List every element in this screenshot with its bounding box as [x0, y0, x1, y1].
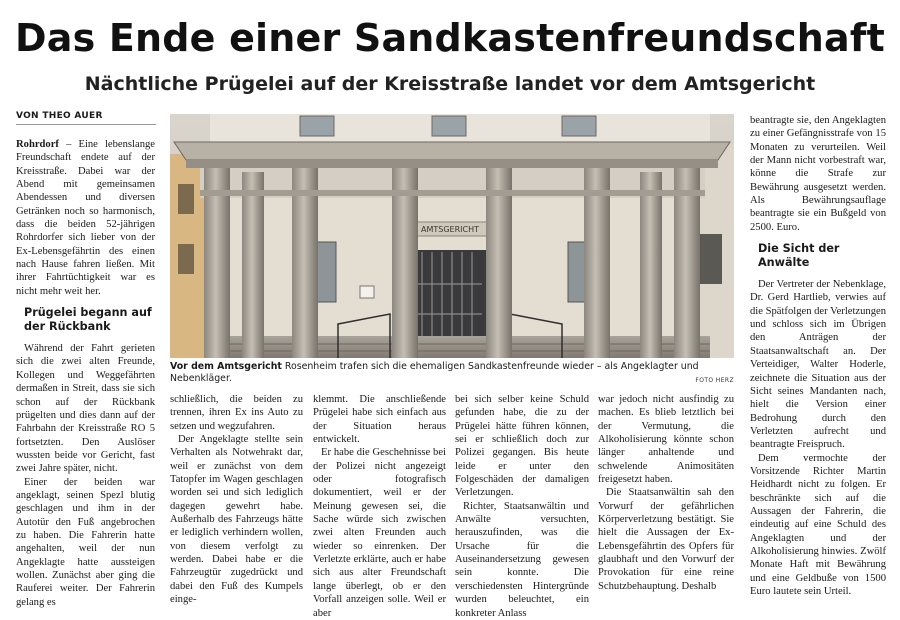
- dateline-location: Rohrdorf: [16, 139, 59, 150]
- courthouse-image: [170, 114, 734, 358]
- paragraph: klemmt. Die anschließende Prügelei habe sich einfach aus der Situation heraus entwickelt.: [313, 394, 446, 446]
- subheadline: Nächtliche Prügelei auf der Kreisstraße landet vor dem Amtsgericht: [84, 73, 816, 95]
- byline: VON THEO AUER: [16, 111, 156, 125]
- subheading-rueckbank: Prügelei begann auf der Rückbank: [24, 306, 152, 334]
- paragraph: [16, 138, 155, 298]
- paragraph: Dem vermochte der Vorsitzende Richter Martin Heidhardt nicht zu folgen. Er beschränkte sich auf die Aussagen der Fahrerin, die eindeutig auf eine Schuld des Angeklagten und der Alkoholisierung hinwies. Zwölf Monate Haft mit Bewährung und eine Geldbuße von 1500 Euro lautete sein Urteil.: [750, 452, 886, 597]
- article-column-3: [313, 393, 446, 619]
- article-column-2: [170, 393, 303, 608]
- paragraph: Richter, Staatsanwältin und Anwälte versuchten, herauszufinden, was die Ursache für die Auseinandersetzung gewesen sein konnte. Die verschiedensten Hintergründe wurden beleuchtet, ein konkreter Anlass: [455, 500, 589, 619]
- article-column-1: [16, 138, 155, 608]
- photo-amtsgericht: [170, 114, 734, 358]
- paragraph: bei sich selber keine Schuld gefunden habe, die zu der Prügelei hätte führen können, sei er schließlich doch zur Polizei gegangen. Bis heute leide er unter den Folgeschäden der damaligen Verletzungen.: [455, 394, 589, 499]
- paragraph: schließlich, die beiden zu trennen, ihren Ex ins Auto zu setzen und wegzufahren.: [170, 394, 303, 432]
- paragraph: Während der Fahrt gerieten sich die zwei alten Freunde, Kollegen und Weggefährten dermaßen in Streit, dass sie sich schon auf der Rückbank prügelten und dies dann auf der Fahrbahn der Kreisstraße RO 5 fortsetzten. Den Auslöser wussten beide vor Gericht, fast zwei Jahre später, nicht.: [16, 343, 155, 475]
- caption-lead: Vor dem Amtsgericht: [170, 361, 282, 372]
- paragraph: Der Angeklagte stellte sein Verhalten als Notwehrakt dar, weil er zunächst von dem Tatopfer im Wagen geschlagen worden sei und sich lediglich dagegen gewehrt habe. Außerhalb des Fahrzeugs hätte er lediglich verhindern wollen, von diesem verfolgt zu werden. Dabei habe er die Fahrzeugtür zugedrückt und dabei den Fuß des Kumpels einge-: [170, 434, 303, 606]
- photo-caption: [170, 361, 734, 385]
- article-column-6: [750, 114, 886, 609]
- photo-credit: FOTO HERZ: [695, 377, 734, 384]
- paragraph-text: – Eine lebenslange Freundschaft endete auf der Kreisstraße. Dabei war der Abend mit gemeinsamen Abendessen und diversen Getränken noch so harmonisch, dass die beiden 52-jährigen Rohrdorfer sich lieber von der Ex-Lebensgefährtin des einen nach Hause fahren ließen. Mit ihrer Fahrtüchtigkeit war es nicht mehr weit her.: [16, 139, 155, 297]
- paragraph: Einer der beiden war angeklagt, seinen Spezl blutig geschlagen und ihm in der Autotür den Fuß angebrochen zu haben. Die Fahrerin hatte angehalten, weil der nun Angeklagte hatte aussteigen wollen. Zunächst aber ging die Rauferei weiter. Der Fahrerin gelang es: [16, 476, 155, 608]
- headline: Das Ende einer Sandkastenfreundschaft: [15, 16, 885, 60]
- paragraph: Er habe die Geschehnisse bei der Polizei nicht angezeigt oder fotografisch dokumentiert, weil er der Meinung gewesen sei, die Sache würde sich zwischen zwei alten Freunden auch wieder so einrenken. Der Verletzte erklärte, auch er habe sich aus alter Freundschaft lange überlegt, ob er den Vorfall anzeigen solle. Weil er aber: [313, 447, 446, 619]
- caption-text: Rosenheim trafen sich die ehemaligen Sandkastenfreunde wieder – als Angeklagter und Nebenkläger.: [170, 361, 699, 384]
- paragraph: Die Staatsanwältin sah den Vorwurf der gefährlichen Körperverletzung bestätigt. Sie hielt die Aussagen der Ex-Lebensgefährtin des Opfers für glaubhaft und den Vorwurf der Provokation für eine reine Schutzbehauptung. Deshalb: [598, 487, 734, 592]
- amtsgericht-sign: AMTSGERICHT: [421, 225, 479, 234]
- subheading-anwaelte: Die Sicht der Anwälte: [758, 242, 840, 270]
- paragraph: war jedoch nicht ausfindig zu machen. Es blieb letztlich bei der Vermutung, die Alkoholisierung könnte schon länger anhaltende und schwelende Animositäten freigesetzt haben.: [598, 394, 734, 486]
- paragraph: Der Vertreter der Nebenklage, Dr. Gerd Hartlieb, verwies auf die Spätfolgen der Verletzungen und schloss sich im Übrigen den Anträgen der Staatsanwaltschaft an. Der Verteidiger, Walter Hoderle, zeichnete die Situation aus der Sicht seines Mandanten nach, hielt die Version einer Bedrohung durch den Verletzten aufrecht und beantragte Freispruch.: [750, 279, 887, 451]
- article-column-5: [598, 393, 734, 608]
- article-column-4: [455, 393, 589, 619]
- paragraph: beantragte sie, den Angeklagten zu einer Gefängnisstrafe von 15 Monaten zu verurteilen. Weil der Mann nicht vorbestraft war, könne die Strafe zur Bewährung ausgesetzt werden. Als Bewährungsauflage beantragte sie ein Bußgeld von 2500. Euro.: [750, 115, 886, 233]
